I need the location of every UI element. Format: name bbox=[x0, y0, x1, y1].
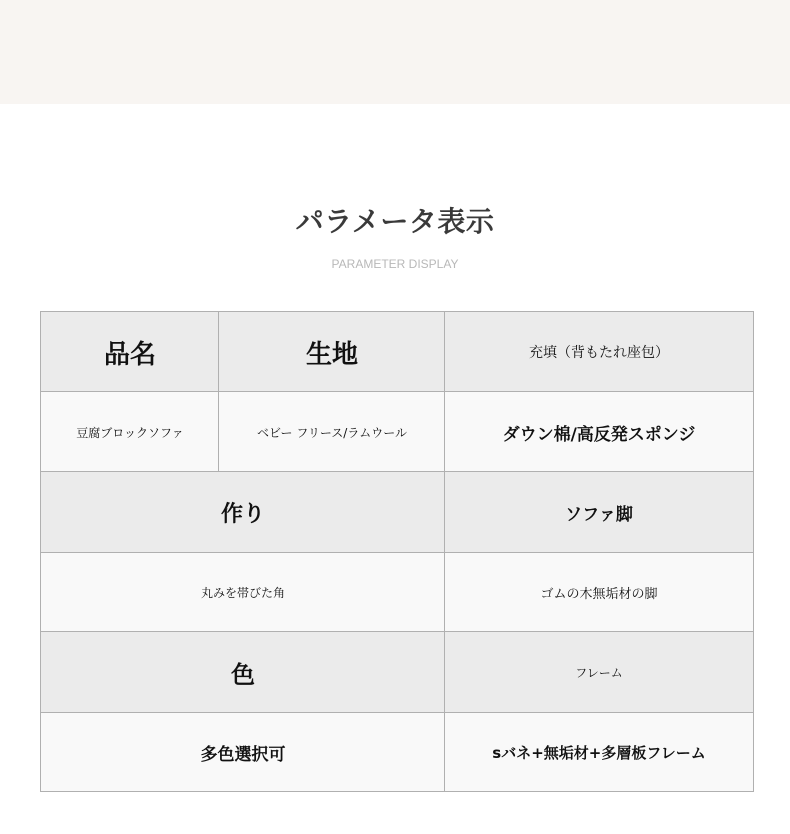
column-divider bbox=[218, 312, 219, 472]
cell-name-label: 品名 bbox=[41, 312, 219, 392]
row-divider bbox=[41, 391, 753, 392]
cell-legs-value: ゴムの木無垢材の脚 bbox=[445, 553, 753, 632]
cell-fabric-value: ベビー フリース/ラムウール bbox=[219, 392, 445, 472]
section-subtitle: PARAMETER DISPLAY bbox=[331, 257, 459, 271]
row-divider bbox=[41, 471, 753, 472]
cell-legs-label: ソファ脚 bbox=[445, 472, 753, 553]
row-divider bbox=[41, 712, 753, 713]
cell-construction-value: 丸みを帯びた角 bbox=[41, 553, 445, 632]
top-banner-band bbox=[0, 0, 790, 104]
cell-fabric-label: 生地 bbox=[219, 312, 445, 392]
row-divider bbox=[41, 552, 753, 553]
section-title: パラメータ表示 bbox=[295, 205, 495, 238]
cell-frame-value: sバネ+無垢材+多層板フレーム bbox=[445, 713, 753, 791]
column-divider bbox=[444, 312, 445, 791]
cell-filling-label: 充填（背もたれ座包） bbox=[445, 312, 753, 392]
cell-frame-label: フレーム bbox=[445, 632, 753, 713]
row-divider bbox=[41, 631, 753, 632]
cell-name-value: 豆腐ブロックソファ bbox=[41, 392, 219, 472]
cell-color-label: 色 bbox=[41, 632, 445, 713]
parameter-table bbox=[40, 311, 754, 792]
cell-construction-label: 作り bbox=[41, 472, 445, 553]
cell-color-value: 多色選択可 bbox=[41, 713, 445, 791]
cell-filling-value: ダウン棉/高反発スポンジ bbox=[445, 392, 753, 472]
